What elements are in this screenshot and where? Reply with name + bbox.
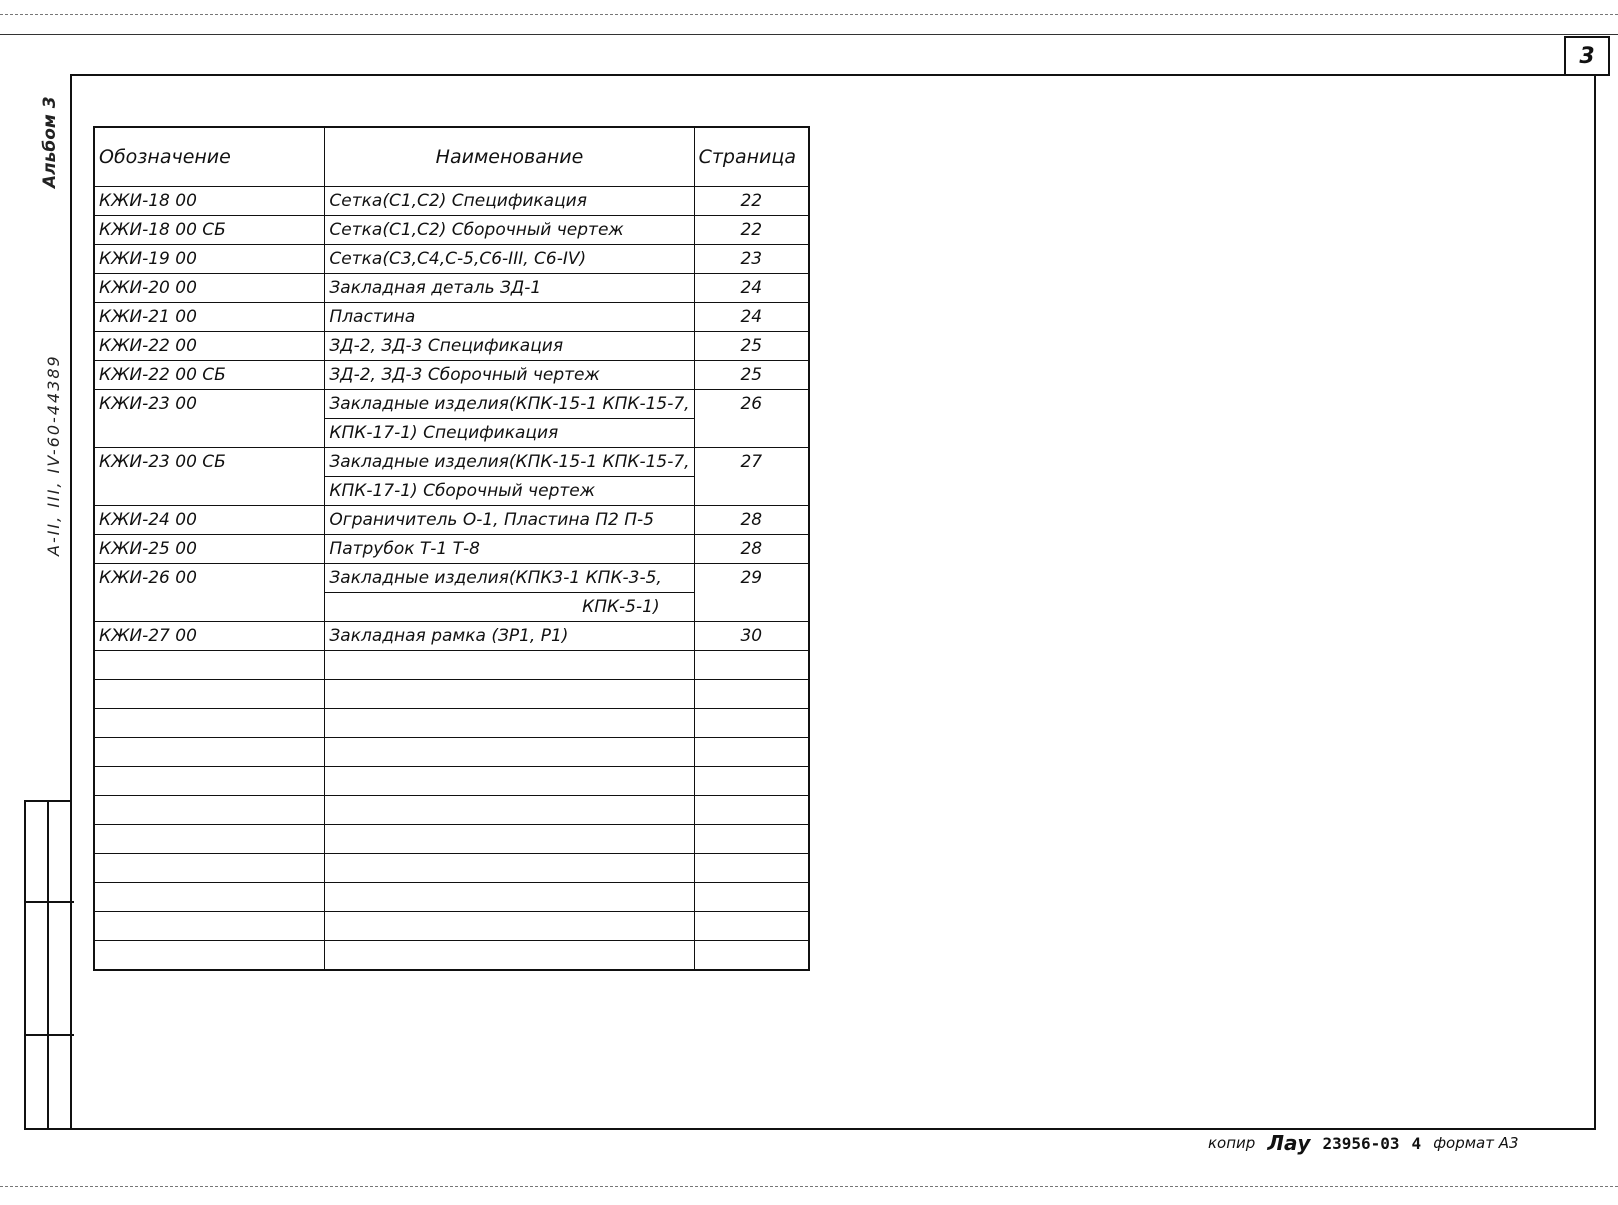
empty-cell xyxy=(325,767,694,796)
row-page: 23 xyxy=(694,245,809,274)
row-name: Патрубок Т-1 Т-8 xyxy=(325,535,694,564)
empty-cell xyxy=(325,883,694,912)
empty-cell xyxy=(325,709,694,738)
side-stamp-box xyxy=(24,800,72,1130)
row-code: КЖИ-27 00 xyxy=(94,622,325,651)
empty-cell xyxy=(694,767,809,796)
row-page: 25 xyxy=(694,361,809,390)
empty-row xyxy=(94,883,809,912)
empty-cell xyxy=(94,854,325,883)
row-name: Закладная деталь ЗД-1 xyxy=(325,274,694,303)
row-page xyxy=(694,419,809,448)
row-name: Сетка(С1,С2) Сборочный чертеж xyxy=(325,216,694,245)
empty-cell xyxy=(325,680,694,709)
table-row xyxy=(94,535,809,564)
empty-cell xyxy=(94,709,325,738)
copier-signature: Лау xyxy=(1267,1131,1311,1155)
row-name: Закладные изделия(КПК-15-1 КПК-15-7, xyxy=(325,390,694,419)
row-page: 30 xyxy=(694,622,809,651)
row-name: КПК-17-1) Сборочный чертеж xyxy=(325,477,694,506)
row-code: КЖИ-18 00 xyxy=(94,187,325,216)
empty-cell xyxy=(694,709,809,738)
header-designation: Обозначение xyxy=(94,127,325,187)
row-page: 28 xyxy=(694,506,809,535)
table-row xyxy=(94,477,809,506)
header-name: Наименование xyxy=(325,127,694,187)
table-row xyxy=(94,506,809,535)
empty-row xyxy=(94,825,809,854)
page-number: 3 xyxy=(1579,43,1595,69)
empty-row xyxy=(94,738,809,767)
contents-table xyxy=(93,126,810,971)
row-code: КЖИ-23 00 СБ xyxy=(94,448,325,477)
row-name: ЗД-2, ЗД-3 Сборочный чертеж xyxy=(325,361,694,390)
empty-cell xyxy=(94,941,325,971)
side-document-code: A-II, III, IV-60-44389 xyxy=(44,354,63,556)
sheet-index: 4 xyxy=(1411,1133,1422,1153)
row-name: Закладная рамка (ЗР1, Р1) xyxy=(325,622,694,651)
row-name: ЗД-2, ЗД-3 Спецификация xyxy=(325,332,694,361)
row-code xyxy=(94,477,325,506)
table-row xyxy=(94,274,809,303)
row-page: 26 xyxy=(694,390,809,419)
table-row xyxy=(94,419,809,448)
empty-cell xyxy=(325,738,694,767)
album-label: Альбом 3 xyxy=(40,96,60,188)
top-border-line xyxy=(0,34,1618,35)
row-name: КПК-17-1) Спецификация xyxy=(325,419,694,448)
empty-row xyxy=(94,854,809,883)
table-row xyxy=(94,448,809,477)
empty-row xyxy=(94,651,809,680)
copy-label: копир xyxy=(1208,1134,1256,1152)
empty-cell xyxy=(694,738,809,767)
row-page: 22 xyxy=(694,216,809,245)
empty-cell xyxy=(694,912,809,941)
row-page: 24 xyxy=(694,274,809,303)
empty-row xyxy=(94,912,809,941)
empty-cell xyxy=(694,680,809,709)
row-name: Пластина xyxy=(325,303,694,332)
row-code: КЖИ-25 00 xyxy=(94,535,325,564)
header-page: Страница xyxy=(694,127,809,187)
empty-cell xyxy=(694,854,809,883)
format-label: формат А3 xyxy=(1433,1134,1519,1152)
empty-cell xyxy=(94,796,325,825)
row-code: КЖИ-22 00 СБ xyxy=(94,361,325,390)
row-code: КЖИ-22 00 xyxy=(94,332,325,361)
empty-cell xyxy=(694,825,809,854)
row-name: КПК-5-1) xyxy=(325,593,694,622)
row-page xyxy=(694,593,809,622)
empty-cell xyxy=(325,854,694,883)
row-page: 27 xyxy=(694,448,809,477)
row-code: КЖИ-20 00 xyxy=(94,274,325,303)
empty-cell xyxy=(325,941,694,971)
row-name: Сетка(С1,С2) Спецификация xyxy=(325,187,694,216)
row-page: 24 xyxy=(694,303,809,332)
row-code: КЖИ-24 00 xyxy=(94,506,325,535)
empty-cell xyxy=(694,796,809,825)
bottom-trim-line xyxy=(0,1186,1618,1187)
empty-cell xyxy=(94,912,325,941)
empty-cell xyxy=(94,767,325,796)
empty-cell xyxy=(94,825,325,854)
empty-cell xyxy=(325,912,694,941)
empty-row xyxy=(94,709,809,738)
table-row xyxy=(94,622,809,651)
row-code xyxy=(94,419,325,448)
stamp-divider xyxy=(26,901,74,903)
row-page xyxy=(694,477,809,506)
table-row xyxy=(94,245,809,274)
row-code: КЖИ-18 00 СБ xyxy=(94,216,325,245)
row-name: Ограничитель О-1, Пластина П2 П-5 xyxy=(325,506,694,535)
row-page: 22 xyxy=(694,187,809,216)
table-row xyxy=(94,216,809,245)
empty-cell xyxy=(94,680,325,709)
empty-cell xyxy=(694,941,809,971)
stamp-divider xyxy=(47,802,49,1128)
table-row xyxy=(94,390,809,419)
table-header-row xyxy=(94,127,809,187)
row-page: 25 xyxy=(694,332,809,361)
table-row xyxy=(94,593,809,622)
row-name: Сетка(С3,С4,С-5,С6-III, С6-IV) xyxy=(325,245,694,274)
table-row xyxy=(94,187,809,216)
empty-cell xyxy=(94,883,325,912)
empty-cell xyxy=(694,883,809,912)
empty-row xyxy=(94,767,809,796)
empty-cell xyxy=(694,651,809,680)
empty-row xyxy=(94,941,809,971)
empty-cell xyxy=(325,825,694,854)
footer-stamp xyxy=(1208,1130,1519,1156)
row-code: КЖИ-23 00 xyxy=(94,390,325,419)
empty-cell xyxy=(325,796,694,825)
table-row xyxy=(94,361,809,390)
row-name: Закладные изделия(КПК3-1 КПК-3-5, xyxy=(325,564,694,593)
row-code: КЖИ-21 00 xyxy=(94,303,325,332)
row-page: 28 xyxy=(694,535,809,564)
row-code: КЖИ-19 00 xyxy=(94,245,325,274)
row-code xyxy=(94,593,325,622)
empty-cell xyxy=(94,738,325,767)
top-trim-line xyxy=(0,14,1618,15)
table-row xyxy=(94,564,809,593)
empty-cell xyxy=(325,651,694,680)
row-name: Закладные изделия(КПК-15-1 КПК-15-7, xyxy=(325,448,694,477)
stamp-divider xyxy=(26,1034,74,1036)
table-row xyxy=(94,303,809,332)
empty-row xyxy=(94,680,809,709)
page-number-box xyxy=(1564,36,1610,76)
empty-row xyxy=(94,796,809,825)
row-code: КЖИ-26 00 xyxy=(94,564,325,593)
order-number: 23956-03 xyxy=(1322,1133,1400,1153)
empty-cell xyxy=(94,651,325,680)
table-row xyxy=(94,332,809,361)
row-page: 29 xyxy=(694,564,809,593)
